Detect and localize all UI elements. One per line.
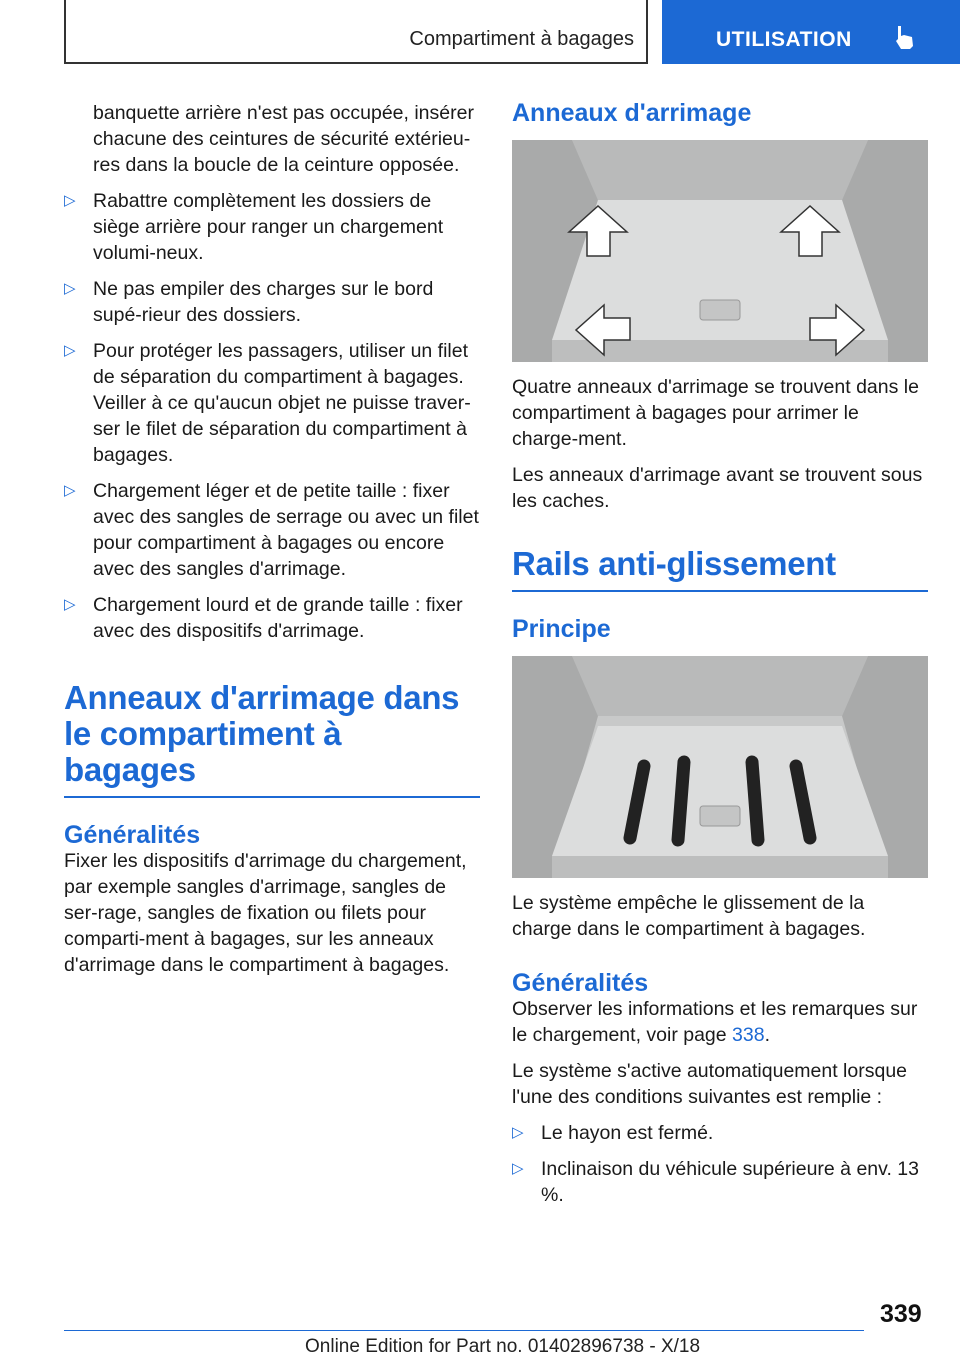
generalites-rails-paragraph-2: Le système s'active automatiquement lorsque l'une des conditions suivantes est remplie : bbox=[512, 1060, 908, 1108]
generalites-rails-paragraph-1 bbox=[512, 996, 928, 1048]
left-column bbox=[64, 100, 480, 988]
hand-pointer-icon bbox=[892, 24, 916, 50]
bullet-triangle-icon: ▷ bbox=[64, 342, 76, 359]
list-item bbox=[64, 276, 480, 328]
trunk-tie-down-photo bbox=[512, 140, 928, 362]
right-column bbox=[512, 100, 928, 1218]
list-item-text: Rabattre complètement les dossiers de siège arrière pour ranger un chargement volumi-neux. bbox=[93, 190, 444, 264]
intro-paragraph: banquette arrière n'est pas occupée, insérer chacune des ceintures de sécurité extérieu-res dans la boucle de la ceinture opposée. bbox=[93, 102, 474, 176]
bullet-triangle-icon: ▷ bbox=[512, 1160, 524, 1177]
list-item-text: Pour protéger les passagers, utiliser un filet de séparation du compartiment à bagages. Veiller à ce qu'aucun objet ne puisse traver-ser le filet de séparation du compartiment à bagages. bbox=[93, 340, 471, 466]
footer-divider bbox=[64, 1330, 864, 1331]
bullet-triangle-icon: ▷ bbox=[64, 596, 76, 613]
list-item-text: Chargement léger et de petite taille : fixer avec des sangles de serrage ou avec un filet pour compartiment à bagages ou encore avec des sangles d'arrimage. bbox=[93, 480, 479, 580]
anneaux-paragraph-2: Les anneaux d'arrimage avant se trouvent sous les caches. bbox=[512, 464, 923, 512]
list-item-text: Ne pas empiler des charges sur le bord supé-rieur des dossiers. bbox=[93, 278, 434, 326]
page-number: 339 bbox=[880, 1300, 922, 1328]
gen-text-before: Observer les informations et les remarques sur le chargement, voir page bbox=[512, 998, 918, 1046]
section-title-rails: Rails anti-glissement bbox=[512, 546, 928, 592]
list-item bbox=[64, 592, 480, 644]
header-chapter-label: UTILISATION bbox=[716, 28, 852, 51]
header-chapter-tab[interactable] bbox=[662, 0, 960, 64]
subheading-generalites: Généralités bbox=[64, 821, 201, 849]
list-item bbox=[512, 1156, 928, 1208]
page-reference-link[interactable]: 338 bbox=[732, 1024, 765, 1046]
list-item-text: Inclinaison du véhicule supérieure à env. 13 %. bbox=[541, 1158, 919, 1206]
bullet-triangle-icon: ▷ bbox=[64, 192, 76, 209]
generalites-paragraph: Fixer les dispositifs d'arrimage du chargement, par exemple sangles d'arrimage, sangles de ser-rage, sangles de fixation ou filets pour comparti-ment à bagages, sur les anneaux d'arrimage dans le compartiment à bagages. bbox=[64, 850, 467, 976]
subheading-principe: Principe bbox=[512, 615, 611, 643]
list-item-text: Chargement lourd et de grande taille : fixer avec des dispositifs d'arrimage. bbox=[93, 594, 463, 642]
subheading-anneaux-arrimage: Anneaux d'arrimage bbox=[512, 99, 752, 127]
loading-bullet-list bbox=[64, 188, 480, 644]
section-title-anneaux-compartiment: Anneaux d'arrimage dans le compartiment à bagages bbox=[64, 680, 480, 798]
list-item bbox=[64, 478, 480, 582]
bullet-triangle-icon: ▷ bbox=[64, 482, 76, 499]
bullet-triangle-icon: ▷ bbox=[64, 280, 76, 297]
footer-edition: Online Edition for Part no. 01402896738 - X/18 bbox=[305, 1336, 701, 1357]
list-item bbox=[512, 1120, 928, 1146]
header-section-box bbox=[64, 0, 648, 64]
anneaux-paragraph-1: Quatre anneaux d'arrimage se trouvent dans le compartiment à bagages pour arrimer le charge-ment. bbox=[512, 376, 919, 450]
conditions-bullet-list bbox=[512, 1120, 928, 1208]
anti-slip-rails-photo bbox=[512, 656, 928, 878]
subheading-generalites-rails: Généralités bbox=[512, 969, 649, 997]
principe-paragraph: Le système empêche le glissement de la charge dans le compartiment à bagages. bbox=[512, 892, 866, 940]
bullet-triangle-icon: ▷ bbox=[512, 1124, 524, 1141]
list-item bbox=[64, 338, 480, 468]
header-section-title: Compartiment à bagages bbox=[409, 28, 634, 50]
list-item bbox=[64, 188, 480, 266]
list-item-text: Le hayon est fermé. bbox=[541, 1122, 714, 1144]
gen-text-after: . bbox=[764, 1024, 771, 1046]
